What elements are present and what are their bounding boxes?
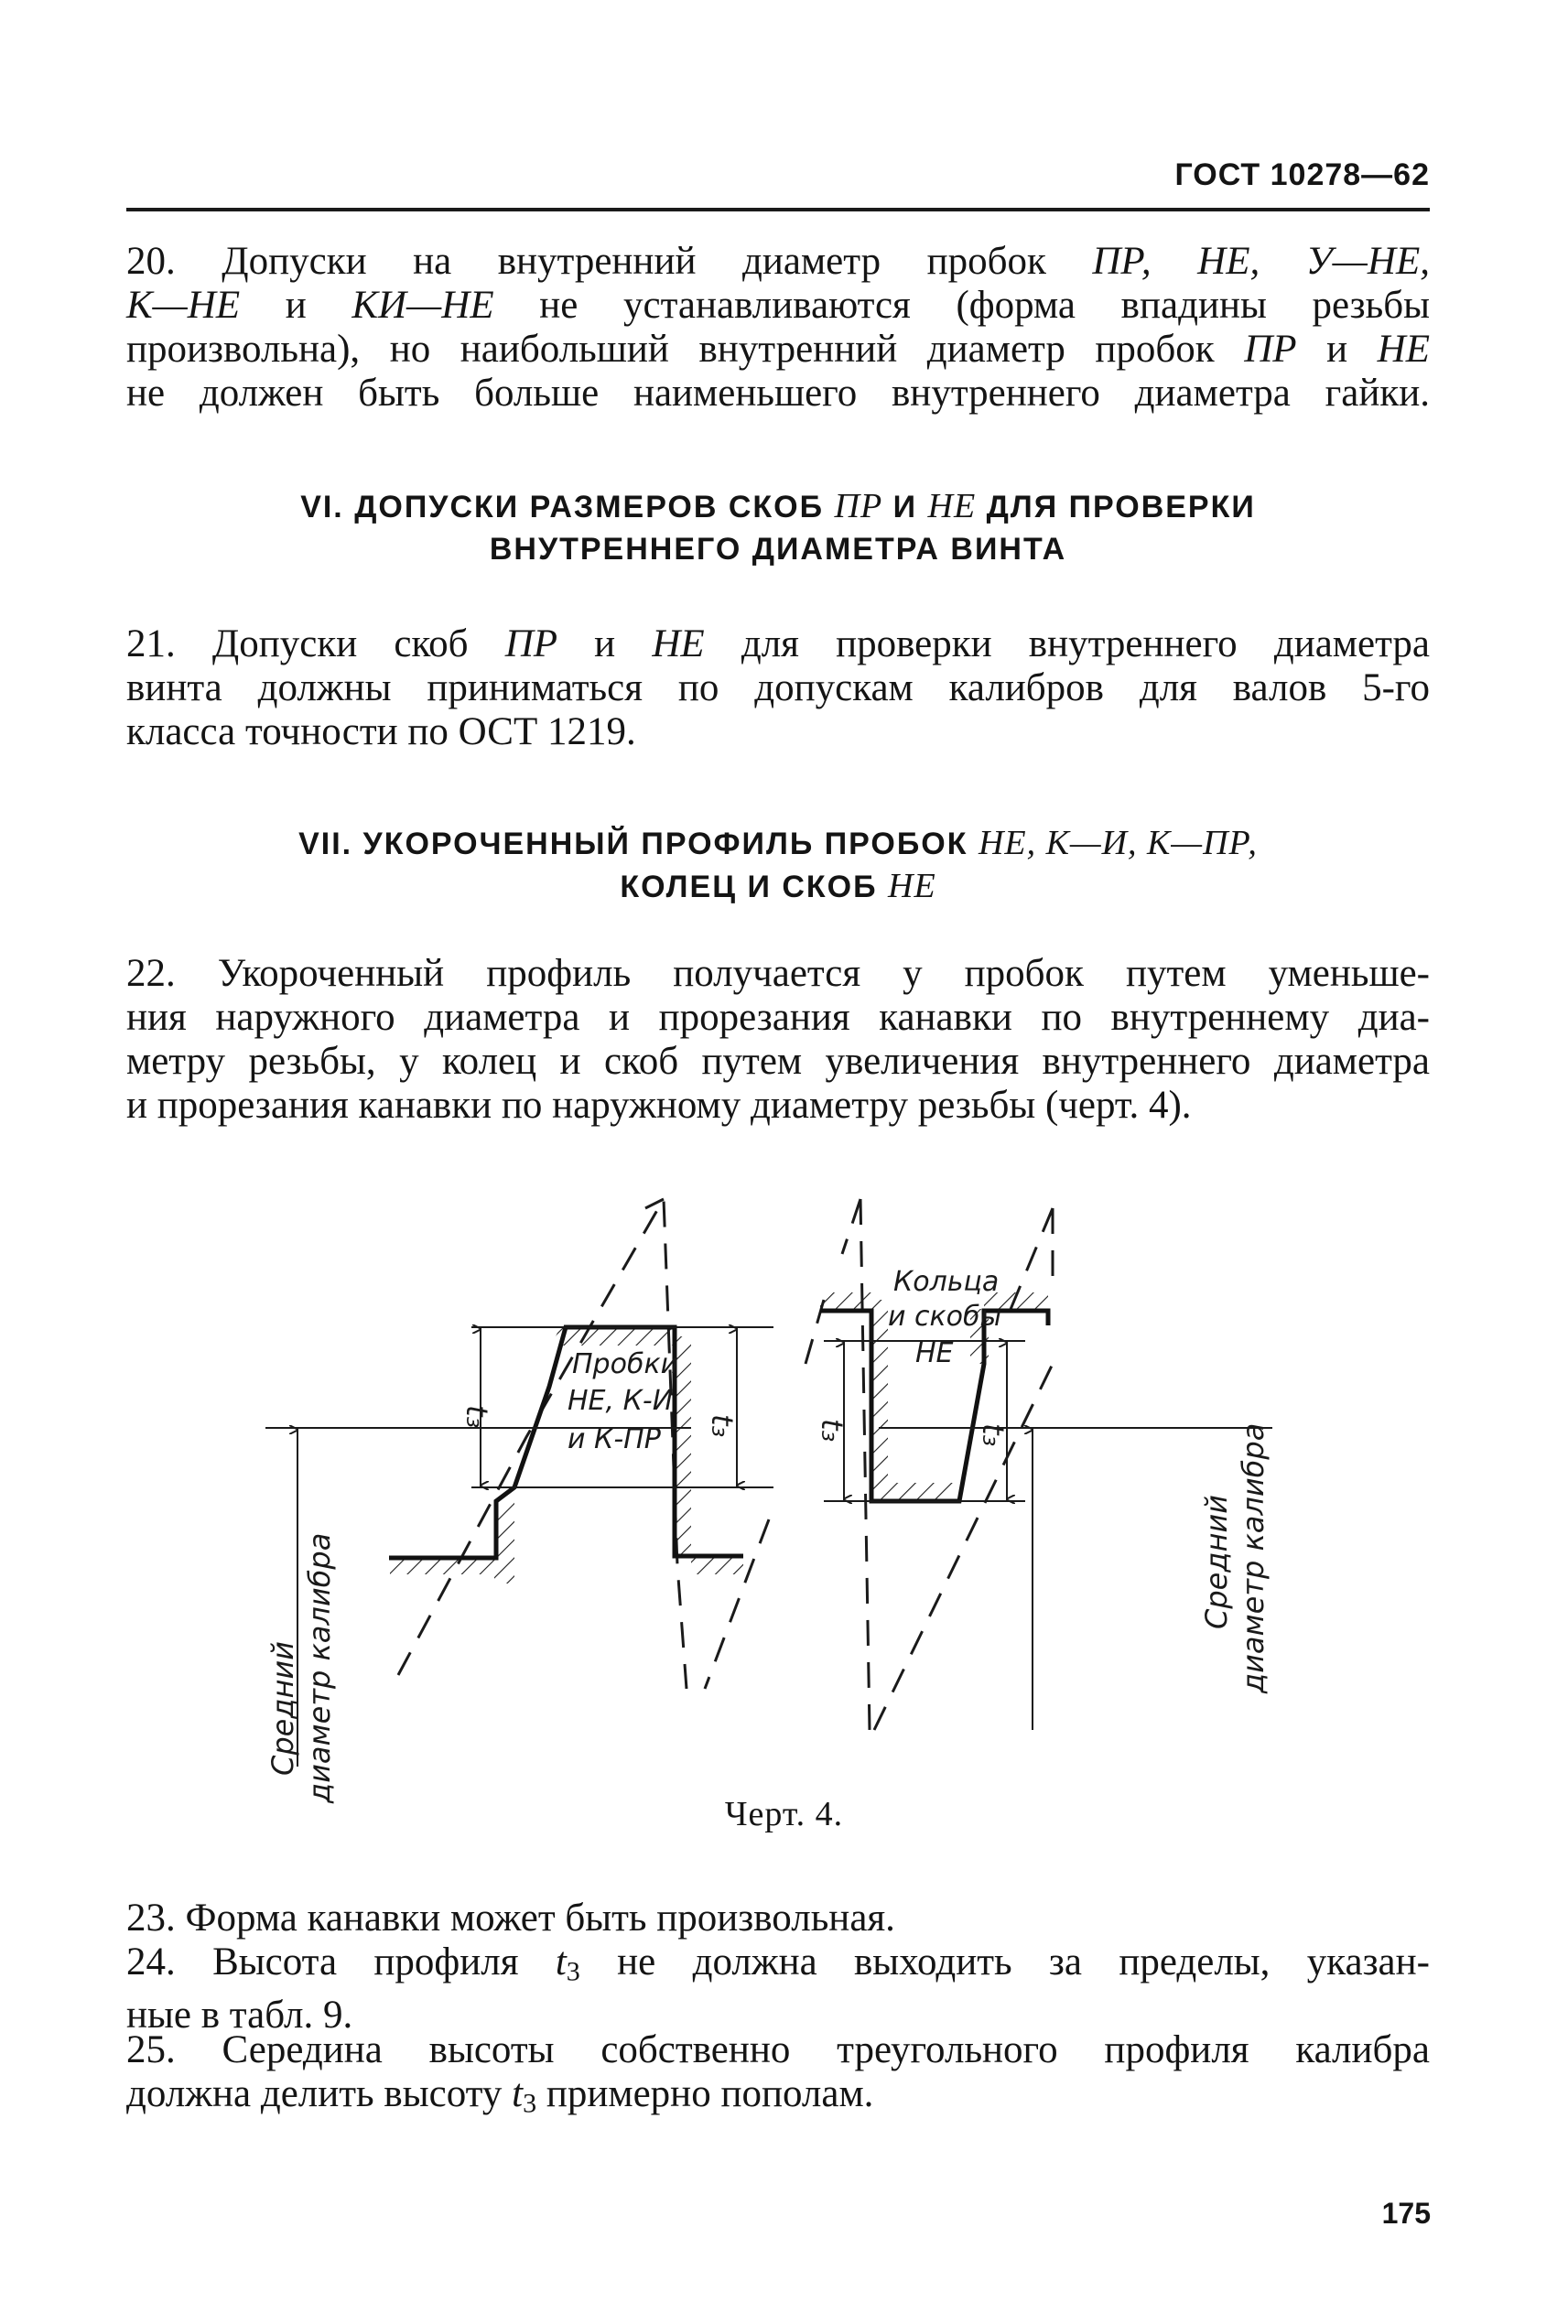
paragraph-21-line-3: класса точности по ОСТ 1219. (126, 710, 636, 753)
text-run: не должна выходить за пределы, указан- (579, 1940, 1430, 1984)
text-run: должна делить высоту (126, 2072, 513, 2115)
paragraph-20 (126, 240, 1430, 416)
section-6-heading-line-2: ВНУТРЕННЕГО ДИАМЕТРА ВИНТА (489, 532, 1067, 567)
text-run: для проверки внутреннего диаметра (704, 622, 1430, 665)
paragraph-22-line-1: 22. Укороченный профиль получается у пробок путем уменьше- (126, 952, 1430, 995)
section-7-heading-line-2 (126, 865, 1430, 908)
figure-caption: Черт. 4. (724, 1795, 844, 1833)
section-7-heading (126, 822, 1430, 908)
right-t3-label-2: t₃ (976, 1423, 1011, 1447)
text-run-italic: НЕ (1377, 328, 1430, 371)
left-peak-tick (645, 1199, 664, 1208)
right-axis-label-2: диаметр калибра (1236, 1422, 1271, 1693)
right-label-line-1: Кольца (893, 1266, 1000, 1298)
paragraph-23 (126, 1897, 1430, 1940)
left-label-line-1: Пробки (572, 1348, 679, 1380)
page-header (126, 157, 1430, 212)
text-run-italic: НЕ (888, 867, 936, 905)
text-run: не устанавливаются (форма впадины резьбы (493, 284, 1430, 327)
paragraph-21-line-2: винта должны приниматься по допускам калибров для валов 5-го (126, 666, 1430, 709)
left-label-line-3: и К-ПР (568, 1423, 661, 1455)
right-top-left-hatch (820, 1292, 871, 1311)
left-axis-label-2: диаметр калибра (302, 1532, 337, 1803)
paragraph-20-line-4: не должен быть больше наименьшего внутреннего диаметра гайки. (126, 372, 1430, 415)
subscript: 3 (566, 1955, 580, 1987)
header-rule (126, 208, 1430, 211)
right-profile-rings (806, 1199, 1272, 1730)
right-left-hatch (871, 1300, 888, 1501)
left-t3-label-2: t₃ (705, 1414, 740, 1438)
text-run: КОЛЕЦ И СКОБ (620, 870, 889, 904)
subscript: 3 (523, 2087, 537, 2119)
text-run: VI. ДОПУСКИ РАЗМЕРОВ СКОБ (300, 490, 835, 524)
paragraph-20-line-1 (126, 240, 1430, 284)
text-run-italic: НЕ, К—И, К—ПР, (978, 824, 1258, 862)
text-run-italic: К—НЕ (126, 284, 241, 327)
page-number: 175 (1381, 2197, 1431, 2230)
gost-code: ГОСТ 10278—62 (1174, 157, 1430, 192)
figure-labels (265, 1266, 1271, 1804)
left-t3-label: t₃ (460, 1405, 494, 1429)
paragraph-20-line-3 (126, 328, 1430, 372)
right-bottom-hatch (888, 1483, 957, 1501)
text-run: 24. Высота профиля (126, 1940, 556, 1984)
paragraph-21-line-1 (126, 622, 1430, 666)
paragraph-25 (126, 2028, 1430, 2125)
right-label-line-3: НЕ (915, 1337, 954, 1369)
left-dashed-right (705, 1519, 769, 1689)
text-run: произвольна), но наибольший внутренний диаметр пробок (126, 328, 1245, 371)
section-7-heading-line-1 (126, 822, 1430, 865)
paragraph-24-line-2: ные в табл. 9. (126, 1993, 353, 2037)
right-dashed-d (874, 1364, 1053, 1730)
paragraph-21 (126, 622, 1430, 754)
paragraph-25-line-1: 25. Середина высоты собственно треугольного профиля калибра (126, 2028, 1430, 2071)
section-6-heading-line-1 (126, 485, 1430, 528)
text-run-italic: ПР (1244, 328, 1297, 371)
paragraph-22-line-4: и прорезания канавки по наружному диаметру резьбы (черт. 4). (126, 1084, 1192, 1127)
text-run-italic: t (512, 2072, 524, 2115)
section-6-heading (126, 485, 1430, 570)
text-run: примерно пополам. (536, 2072, 874, 2115)
right-t3-label: t₃ (815, 1419, 849, 1443)
paragraph-24 (126, 1940, 1430, 2038)
text-run: и (1296, 328, 1378, 371)
left-profile-plugs (265, 1199, 773, 1767)
text-run-italic: ПР (504, 622, 558, 665)
text-run-italic: t (555, 1940, 567, 1984)
text-run-italic: НЕ (652, 622, 705, 665)
paragraph-20-line-2 (126, 284, 1430, 328)
text-run: 20. Допуски на внутренний диаметр пробок (126, 240, 1093, 283)
text-run: и (557, 622, 653, 665)
text-run: и (240, 284, 352, 327)
left-base-hatch (390, 1558, 494, 1574)
right-dashed-b (860, 1199, 870, 1730)
right-axis-label-1: Средний (1199, 1495, 1234, 1629)
paragraph-22-line-3: метру резьбы, у колец и скоб путем увеличения внутреннего диаметра (126, 1040, 1430, 1083)
paragraph-23-line-1: 23. Форма канавки может быть произвольная. (126, 1897, 895, 1940)
text-run-italic: ПР (834, 487, 883, 525)
left-axis-label-1: Средний (265, 1641, 300, 1776)
text-run-italic: КИ—НЕ (351, 284, 494, 327)
right-label-line-2: и скобы (888, 1301, 1002, 1333)
text-run-italic: НЕ (927, 487, 977, 525)
left-right-base-hatch (691, 1556, 743, 1574)
text-run: VII. УКОРОЧЕННЫЙ ПРОФИЛЬ ПРОБОК (298, 827, 979, 861)
text-run: 21. Допуски скоб (126, 622, 505, 665)
paragraph-22 (126, 952, 1430, 1128)
thread-profile-diagram (265, 1181, 1318, 1803)
text-run: И (882, 490, 928, 524)
text-run-italic: ПР, НЕ, У—НЕ, (1092, 240, 1430, 283)
left-top-hatch (551, 1327, 675, 1346)
paragraph-24-line-1 (126, 1940, 1430, 1994)
right-dashed-a (842, 1199, 860, 1254)
paragraph-25-line-2 (126, 2072, 1430, 2125)
paragraph-22-line-2: ния наружного диаметра и прорезания канавки по внутреннему диа- (126, 996, 1430, 1039)
left-label-line-2: НЕ, К-И (568, 1385, 674, 1417)
figure-4-drawing (265, 1181, 1318, 1803)
text-run: ДЛЯ ПРОВЕРКИ (976, 490, 1256, 524)
